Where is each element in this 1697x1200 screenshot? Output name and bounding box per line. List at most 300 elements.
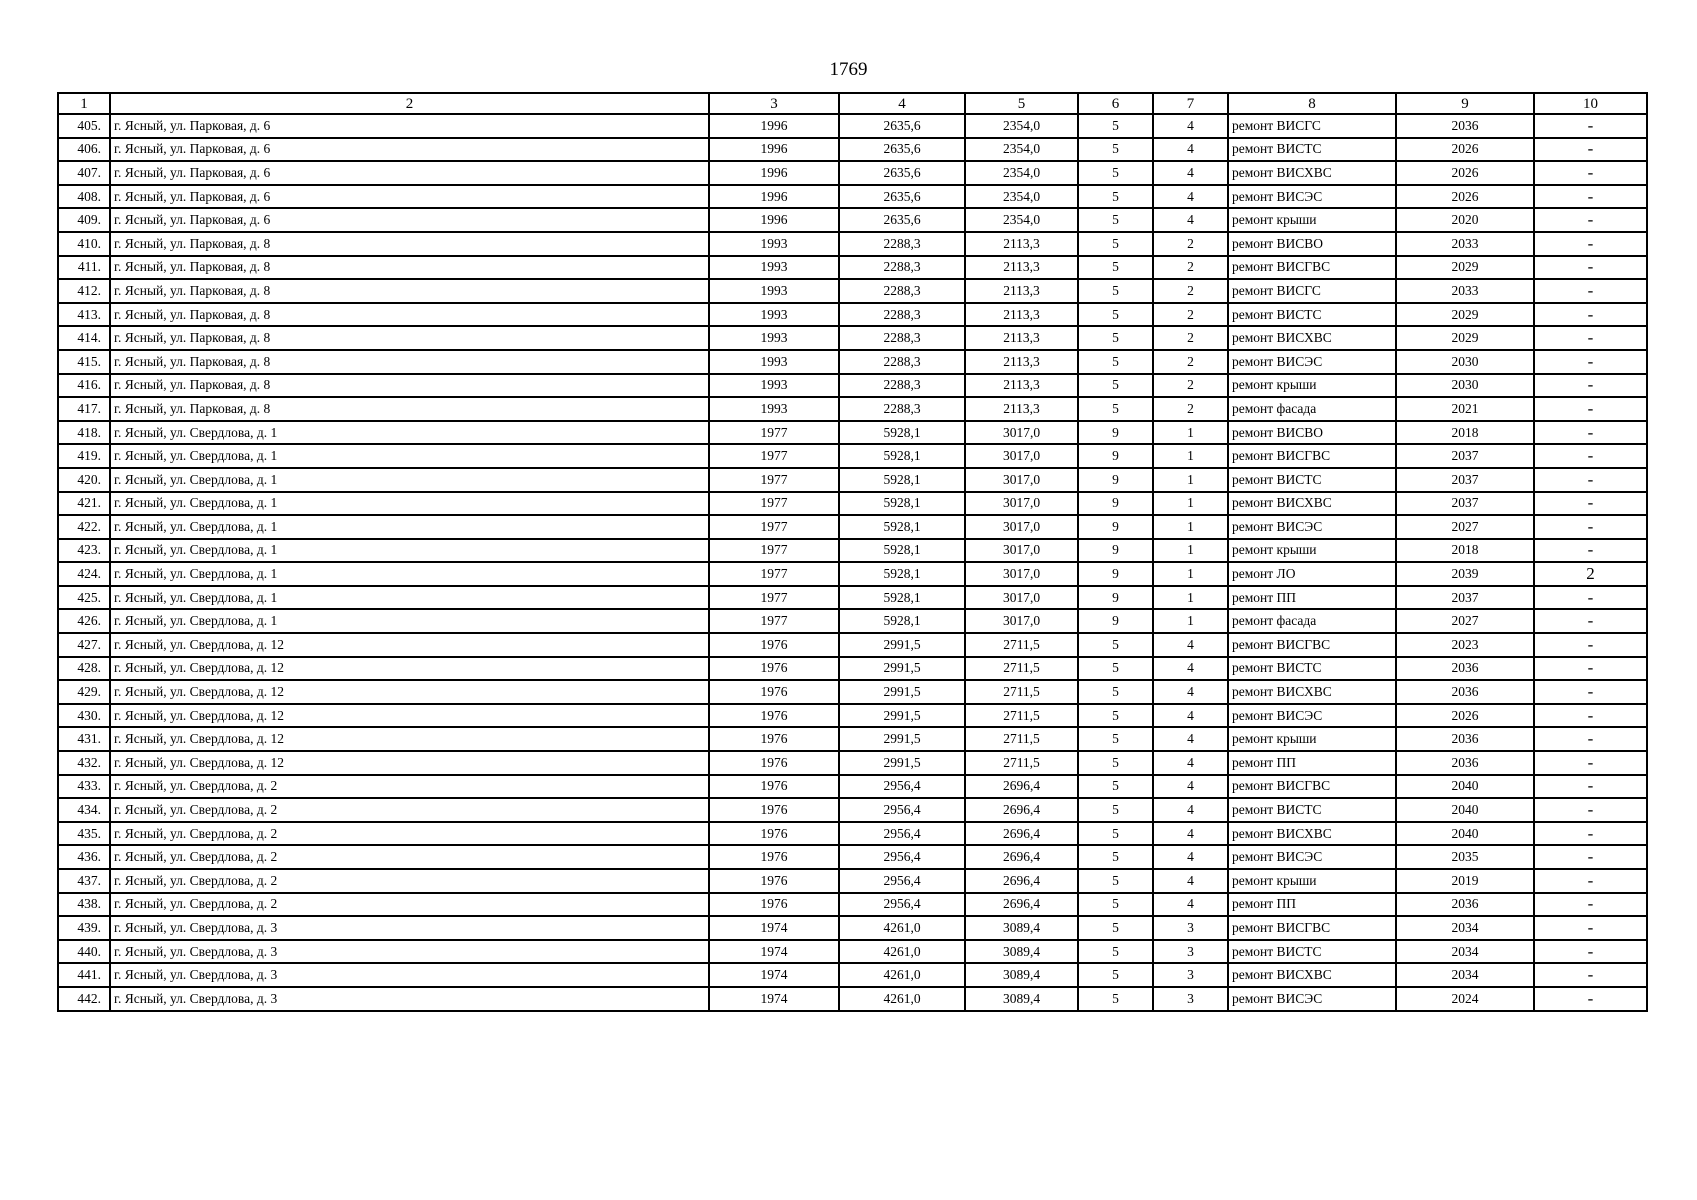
table-row [58,963,1647,987]
residential-area-cell: 2113,3 [965,326,1078,350]
entrances-cell: 4 [1153,114,1228,138]
work-type-cell: ремонт ВИСВО [1228,232,1396,256]
address-cell: г. Ясный, ул. Парковая, д. 6 [110,138,709,162]
column-10-cell: - [1534,704,1647,728]
table-row [58,940,1647,964]
work-type-cell: ремонт ЛО [1228,562,1396,586]
floors-cell: 9 [1078,586,1153,610]
entrances-cell: 1 [1153,586,1228,610]
residential-area-cell: 2696,4 [965,775,1078,799]
year-built-cell: 1977 [709,421,839,445]
header-row [58,93,1647,114]
address-cell: г. Ясный, ул. Парковая, д. 6 [110,114,709,138]
floors-cell: 5 [1078,256,1153,280]
work-type-cell: ремонт ПП [1228,751,1396,775]
table-row [58,279,1647,303]
floors-cell: 5 [1078,940,1153,964]
row-number-cell: 412. [58,279,110,303]
entrances-cell: 4 [1153,185,1228,209]
floors-cell: 5 [1078,303,1153,327]
row-number-cell: 436. [58,845,110,869]
address-cell: г. Ясный, ул. Свердлова, д. 1 [110,468,709,492]
row-number-cell: 409. [58,208,110,232]
column-10-cell: - [1534,751,1647,775]
residential-area-cell: 2711,5 [965,657,1078,681]
floors-cell: 5 [1078,916,1153,940]
year-built-cell: 1977 [709,444,839,468]
address-cell: г. Ясный, ул. Свердлова, д. 1 [110,444,709,468]
table-row [58,303,1647,327]
residential-area-cell: 3017,0 [965,444,1078,468]
total-area-cell: 2288,3 [839,232,965,256]
year-built-cell: 1977 [709,468,839,492]
planned-year-cell: 2027 [1396,609,1534,633]
residential-area-cell: 2113,3 [965,256,1078,280]
floors-cell: 5 [1078,704,1153,728]
total-area-cell: 2991,5 [839,680,965,704]
planned-year-cell: 2039 [1396,562,1534,586]
planned-year-cell: 2036 [1396,657,1534,681]
column-10-cell: - [1534,468,1647,492]
work-type-cell: ремонт ВИСХВС [1228,326,1396,350]
floors-cell: 5 [1078,893,1153,917]
year-built-cell: 1993 [709,303,839,327]
address-cell: г. Ясный, ул. Свердлова, д. 2 [110,869,709,893]
residential-area-cell: 2354,0 [965,138,1078,162]
total-area-cell: 2288,3 [839,279,965,303]
column-header-5: 5 [965,93,1078,114]
planned-year-cell: 2030 [1396,374,1534,398]
year-built-cell: 1996 [709,114,839,138]
total-area-cell: 2991,5 [839,633,965,657]
column-header-9: 9 [1396,93,1534,114]
residential-area-cell: 2354,0 [965,185,1078,209]
planned-year-cell: 2026 [1396,185,1534,209]
planned-year-cell: 2037 [1396,444,1534,468]
planned-year-cell: 2034 [1396,940,1534,964]
entrances-cell: 1 [1153,468,1228,492]
work-type-cell: ремонт ВИСТС [1228,303,1396,327]
entrances-cell: 2 [1153,303,1228,327]
residential-area-cell: 2711,5 [965,680,1078,704]
table-row [58,232,1647,256]
address-cell: г. Ясный, ул. Парковая, д. 8 [110,397,709,421]
work-type-cell: ремонт ВИСГВС [1228,775,1396,799]
address-cell: г. Ясный, ул. Свердлова, д. 12 [110,751,709,775]
year-built-cell: 1976 [709,704,839,728]
total-area-cell: 5928,1 [839,562,965,586]
planned-year-cell: 2030 [1396,350,1534,374]
row-number-cell: 430. [58,704,110,728]
planned-year-cell: 2023 [1396,633,1534,657]
table-row [58,822,1647,846]
year-built-cell: 1993 [709,232,839,256]
address-cell: г. Ясный, ул. Парковая, д. 6 [110,185,709,209]
residential-area-cell: 2711,5 [965,704,1078,728]
address-cell: г. Ясный, ул. Свердлова, д. 1 [110,586,709,610]
residential-area-cell: 3089,4 [965,940,1078,964]
planned-year-cell: 2020 [1396,208,1534,232]
column-10-cell: - [1534,916,1647,940]
column-header-8: 8 [1228,93,1396,114]
floors-cell: 5 [1078,633,1153,657]
column-10-cell: - [1534,374,1647,398]
floors-cell: 5 [1078,138,1153,162]
year-built-cell: 1996 [709,161,839,185]
planned-year-cell: 2026 [1396,161,1534,185]
total-area-cell: 5928,1 [839,609,965,633]
table-row [58,444,1647,468]
total-area-cell: 2956,4 [839,869,965,893]
table-row [58,350,1647,374]
floors-cell: 5 [1078,987,1153,1011]
residential-area-cell: 2354,0 [965,114,1078,138]
address-cell: г. Ясный, ул. Свердлова, д. 3 [110,916,709,940]
column-10-cell: - [1534,987,1647,1011]
work-type-cell: ремонт ВИСЭС [1228,987,1396,1011]
address-cell: г. Ясный, ул. Свердлова, д. 1 [110,562,709,586]
planned-year-cell: 2036 [1396,680,1534,704]
floors-cell: 5 [1078,822,1153,846]
planned-year-cell: 2019 [1396,869,1534,893]
total-area-cell: 2991,5 [839,727,965,751]
address-cell: г. Ясный, ул. Свердлова, д. 2 [110,775,709,799]
address-cell: г. Ясный, ул. Парковая, д. 8 [110,256,709,280]
year-built-cell: 1993 [709,326,839,350]
floors-cell: 5 [1078,208,1153,232]
floors-cell: 5 [1078,374,1153,398]
address-cell: г. Ясный, ул. Свердлова, д. 1 [110,539,709,563]
column-10-cell: - [1534,256,1647,280]
entrances-cell: 4 [1153,138,1228,162]
total-area-cell: 5928,1 [839,586,965,610]
entrances-cell: 3 [1153,940,1228,964]
total-area-cell: 4261,0 [839,963,965,987]
entrances-cell: 4 [1153,208,1228,232]
entrances-cell: 2 [1153,397,1228,421]
year-built-cell: 1974 [709,916,839,940]
table-row [58,208,1647,232]
floors-cell: 5 [1078,114,1153,138]
planned-year-cell: 2021 [1396,397,1534,421]
year-built-cell: 1993 [709,256,839,280]
entrances-cell: 2 [1153,374,1228,398]
year-built-cell: 1977 [709,586,839,610]
column-10-cell: - [1534,680,1647,704]
residential-area-cell: 2354,0 [965,161,1078,185]
residential-area-cell: 3089,4 [965,987,1078,1011]
planned-year-cell: 2036 [1396,727,1534,751]
column-10-cell: - [1534,609,1647,633]
entrances-cell: 1 [1153,421,1228,445]
planned-year-cell: 2026 [1396,138,1534,162]
address-cell: г. Ясный, ул. Свердлова, д. 12 [110,633,709,657]
table-row [58,680,1647,704]
work-type-cell: ремонт ВИСТС [1228,940,1396,964]
table-row [58,114,1647,138]
residential-area-cell: 3017,0 [965,468,1078,492]
column-10-cell: - [1534,397,1647,421]
entrances-cell: 4 [1153,727,1228,751]
table-row [58,161,1647,185]
address-cell: г. Ясный, ул. Свердлова, д. 3 [110,940,709,964]
column-10-cell: - [1534,185,1647,209]
column-10-cell: - [1534,539,1647,563]
table-row [58,633,1647,657]
address-cell: г. Ясный, ул. Парковая, д. 8 [110,326,709,350]
planned-year-cell: 2040 [1396,775,1534,799]
column-10-cell: - [1534,138,1647,162]
year-built-cell: 1974 [709,987,839,1011]
entrances-cell: 1 [1153,515,1228,539]
table-row [58,987,1647,1011]
address-cell: г. Ясный, ул. Свердлова, д. 1 [110,421,709,445]
address-cell: г. Ясный, ул. Парковая, д. 8 [110,350,709,374]
work-type-cell: ремонт ПП [1228,586,1396,610]
total-area-cell: 2956,4 [839,775,965,799]
row-number-cell: 431. [58,727,110,751]
work-type-cell: ремонт ВИСГВС [1228,916,1396,940]
address-cell: г. Ясный, ул. Свердлова, д. 3 [110,987,709,1011]
work-type-cell: ремонт ВИСЭС [1228,350,1396,374]
work-type-cell: ремонт ВИСВО [1228,421,1396,445]
planned-year-cell: 2040 [1396,822,1534,846]
column-10-cell: - [1534,657,1647,681]
table-row [58,515,1647,539]
page-number: 1769 [829,59,868,80]
year-built-cell: 1993 [709,350,839,374]
column-10-cell: - [1534,798,1647,822]
total-area-cell: 2956,4 [839,798,965,822]
residential-area-cell: 2696,4 [965,798,1078,822]
floors-cell: 9 [1078,609,1153,633]
work-type-cell: ремонт ВИСТС [1228,468,1396,492]
column-10-cell: - [1534,940,1647,964]
floors-cell: 5 [1078,397,1153,421]
entrances-cell: 3 [1153,987,1228,1011]
entrances-cell: 4 [1153,775,1228,799]
planned-year-cell: 2027 [1396,515,1534,539]
total-area-cell: 2956,4 [839,845,965,869]
entrances-cell: 4 [1153,798,1228,822]
year-built-cell: 1974 [709,963,839,987]
year-built-cell: 1977 [709,609,839,633]
work-type-cell: ремонт ВИСХВС [1228,963,1396,987]
row-number-cell: 421. [58,492,110,516]
total-area-cell: 5928,1 [839,515,965,539]
year-built-cell: 1996 [709,208,839,232]
floors-cell: 5 [1078,869,1153,893]
row-number-cell: 441. [58,963,110,987]
table-row [58,492,1647,516]
table-row [58,775,1647,799]
column-10-cell: - [1534,633,1647,657]
floors-cell: 5 [1078,326,1153,350]
row-number-cell: 406. [58,138,110,162]
work-type-cell: ремонт ПП [1228,893,1396,917]
row-number-cell: 429. [58,680,110,704]
address-cell: г. Ясный, ул. Парковая, д. 8 [110,279,709,303]
total-area-cell: 2991,5 [839,657,965,681]
column-10-cell: - [1534,845,1647,869]
column-10-cell: - [1534,303,1647,327]
residential-area-cell: 2113,3 [965,374,1078,398]
column-10-cell: - [1534,208,1647,232]
row-number-cell: 405. [58,114,110,138]
table-row [58,751,1647,775]
column-10-cell: - [1534,822,1647,846]
entrances-cell: 1 [1153,562,1228,586]
address-cell: г. Ясный, ул. Свердлова, д. 3 [110,963,709,987]
entrances-cell: 4 [1153,633,1228,657]
entrances-cell: 4 [1153,822,1228,846]
column-10-cell: - [1534,893,1647,917]
work-type-cell: ремонт ВИСЭС [1228,704,1396,728]
column-header-1: 1 [58,93,110,114]
column-10-cell: - [1534,350,1647,374]
planned-year-cell: 2018 [1396,539,1534,563]
total-area-cell: 2288,3 [839,303,965,327]
planned-year-cell: 2034 [1396,963,1534,987]
table-row [58,539,1647,563]
year-built-cell: 1976 [709,751,839,775]
column-10-cell: - [1534,586,1647,610]
column-10-cell: - [1534,279,1647,303]
year-built-cell: 1976 [709,727,839,751]
entrances-cell: 4 [1153,893,1228,917]
row-number-cell: 428. [58,657,110,681]
floors-cell: 5 [1078,845,1153,869]
total-area-cell: 2288,3 [839,374,965,398]
total-area-cell: 2288,3 [839,326,965,350]
total-area-cell: 5928,1 [839,492,965,516]
row-number-cell: 413. [58,303,110,327]
row-number-cell: 433. [58,775,110,799]
entrances-cell: 1 [1153,539,1228,563]
year-built-cell: 1976 [709,633,839,657]
entrances-cell: 4 [1153,161,1228,185]
entrances-cell: 3 [1153,916,1228,940]
year-built-cell: 1976 [709,893,839,917]
residential-area-cell: 2354,0 [965,208,1078,232]
row-number-cell: 411. [58,256,110,280]
row-number-cell: 410. [58,232,110,256]
residential-area-cell: 3089,4 [965,963,1078,987]
table-row [58,562,1647,586]
total-area-cell: 2288,3 [839,397,965,421]
table-row [58,845,1647,869]
total-area-cell: 2635,6 [839,208,965,232]
address-cell: г. Ясный, ул. Свердлова, д. 1 [110,609,709,633]
residential-area-cell: 3089,4 [965,916,1078,940]
residential-area-cell: 2113,3 [965,303,1078,327]
residential-area-cell: 3017,0 [965,586,1078,610]
column-header-4: 4 [839,93,965,114]
year-built-cell: 1976 [709,798,839,822]
row-number-cell: 437. [58,869,110,893]
table-row [58,916,1647,940]
entrances-cell: 2 [1153,256,1228,280]
row-number-cell: 415. [58,350,110,374]
table-row [58,869,1647,893]
column-10-cell: - [1534,869,1647,893]
address-cell: г. Ясный, ул. Парковая, д. 8 [110,374,709,398]
floors-cell: 5 [1078,798,1153,822]
address-cell: г. Ясный, ул. Свердлова, д. 12 [110,657,709,681]
floors-cell: 9 [1078,421,1153,445]
table-row [58,185,1647,209]
work-type-cell: ремонт крыши [1228,208,1396,232]
entrances-cell: 1 [1153,444,1228,468]
address-cell: г. Ясный, ул. Свердлова, д. 1 [110,515,709,539]
address-cell: г. Ясный, ул. Парковая, д. 8 [110,232,709,256]
address-cell: г. Ясный, ул. Свердлова, д. 2 [110,845,709,869]
planned-year-cell: 2029 [1396,256,1534,280]
entrances-cell: 2 [1153,350,1228,374]
table-body [58,114,1647,1011]
year-built-cell: 1993 [709,279,839,303]
row-number-cell: 442. [58,987,110,1011]
address-cell: г. Ясный, ул. Свердлова, д. 2 [110,822,709,846]
planned-year-cell: 2036 [1396,893,1534,917]
row-number-cell: 417. [58,397,110,421]
work-type-cell: ремонт ВИСГВС [1228,256,1396,280]
entrances-cell: 1 [1153,492,1228,516]
total-area-cell: 2635,6 [839,114,965,138]
total-area-cell: 4261,0 [839,916,965,940]
work-type-cell: ремонт ВИСЭС [1228,845,1396,869]
year-built-cell: 1996 [709,185,839,209]
column-10-cell: - [1534,326,1647,350]
planned-year-cell: 2033 [1396,232,1534,256]
year-built-cell: 1976 [709,775,839,799]
entrances-cell: 4 [1153,704,1228,728]
work-type-cell: ремонт крыши [1228,539,1396,563]
floors-cell: 9 [1078,539,1153,563]
table-row [58,256,1647,280]
year-built-cell: 1993 [709,397,839,421]
work-type-cell: ремонт крыши [1228,727,1396,751]
year-built-cell: 1977 [709,562,839,586]
planned-year-cell: 2029 [1396,303,1534,327]
year-built-cell: 1977 [709,539,839,563]
floors-cell: 5 [1078,657,1153,681]
row-number-cell: 407. [58,161,110,185]
row-number-cell: 423. [58,539,110,563]
total-area-cell: 5928,1 [839,421,965,445]
year-built-cell: 1993 [709,374,839,398]
floors-cell: 5 [1078,232,1153,256]
residential-area-cell: 2113,3 [965,232,1078,256]
table-row [58,586,1647,610]
planned-year-cell: 2037 [1396,586,1534,610]
floors-cell: 5 [1078,185,1153,209]
table-row [58,727,1647,751]
floors-cell: 9 [1078,468,1153,492]
total-area-cell: 2635,6 [839,185,965,209]
row-number-cell: 427. [58,633,110,657]
entrances-cell: 4 [1153,751,1228,775]
row-number-cell: 420. [58,468,110,492]
row-number-cell: 418. [58,421,110,445]
total-area-cell: 5928,1 [839,444,965,468]
address-cell: г. Ясный, ул. Парковая, д. 6 [110,161,709,185]
row-number-cell: 438. [58,893,110,917]
table-row [58,704,1647,728]
row-number-cell: 435. [58,822,110,846]
total-area-cell: 2288,3 [839,256,965,280]
row-number-cell: 440. [58,940,110,964]
